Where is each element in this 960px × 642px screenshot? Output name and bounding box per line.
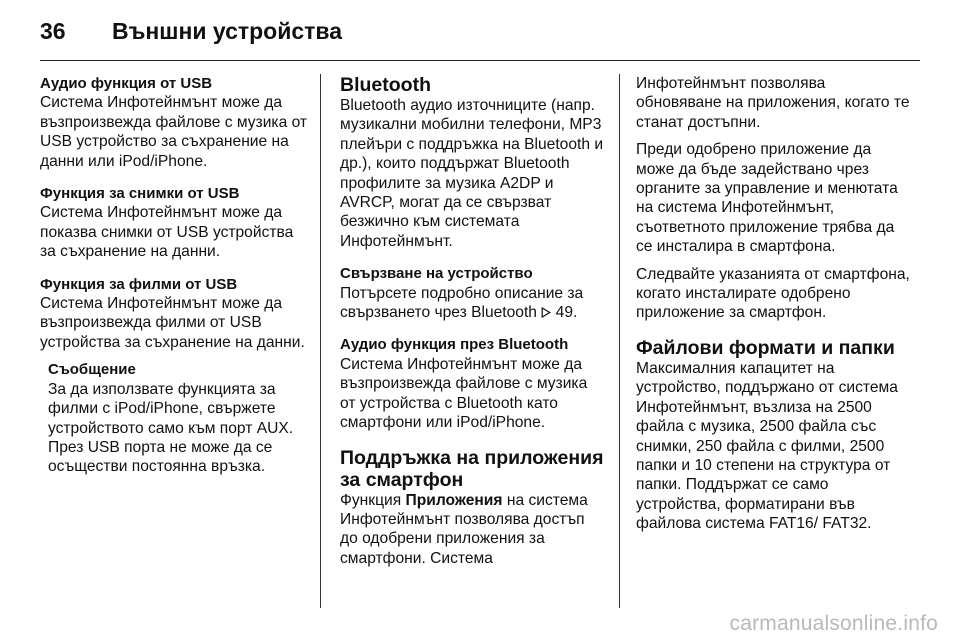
section-heading-usb-audio: Аудио функция от USB xyxy=(40,75,213,92)
column-divider-1 xyxy=(320,74,321,608)
watermark: carmanualsonline.info xyxy=(729,612,938,635)
note-heading: Съобщение xyxy=(48,361,136,379)
section-text-bluetooth-audio: Система Инфотейнмънт може да възпроизвежда файлове с музика от устройства с Bluetooth като смартфони или iPod/iPhone. xyxy=(340,355,588,432)
note-text: За да използвате функцията за филми с iPod/iPhone, свържете устройството само към порт AUX. През USB порта не може да се осъществи постоянна връзка. xyxy=(48,380,294,476)
section-text-usb-movie: Система Инфотейнмънт може да възпроизвежда филми от USB устройства за съхранение на данни. xyxy=(40,295,305,351)
page-reference-triangle-icon xyxy=(541,307,551,318)
page-title: Външни устройства xyxy=(112,18,343,44)
section-text-smartphone-apps xyxy=(340,491,604,569)
connect-page-ref[interactable]: 49. xyxy=(555,304,578,322)
section-text-connect-device xyxy=(340,284,604,323)
page-number: 36 xyxy=(40,18,66,44)
section-heading-connect-device: Свързване на устройство xyxy=(340,265,533,283)
note-block xyxy=(48,360,308,476)
section-text-usb-audio: Система Инфотейнмънт може да възпроизвежда файлове с музика от USB устройство за съхранение на данни или iPod/iPhone. xyxy=(40,94,308,170)
column-3 xyxy=(636,74,910,534)
header-rule xyxy=(40,60,920,61)
section-text-file-formats: Максималния капацитет на устройство, поддържано от система Инфотейнмънт, възлиза на 2500 файла с музика, 2500 файла със снимки, 250 файла с филми, 2500 папки и 10 степени на структура от папки. Поддържат се само устройства, форматирани във файлова система FAT16/ FAT32. xyxy=(636,359,898,533)
section-heading-smartphone-apps: Поддръжка на приложения за смартфон xyxy=(340,446,604,491)
paragraph-apps-instructions: Следвайте указанията от смартфона, когато инсталирате одобрено приложение за смартфон. xyxy=(636,265,910,322)
column-2 xyxy=(340,74,604,568)
page-header xyxy=(40,18,342,48)
apps-text-bold: Приложения xyxy=(405,491,503,509)
paragraph-apps-install: Преди одобрено приложение да може да бъде задействано чрез органите за управление и менютата на система Инфотейнмънт, съответното приложение трябва да се инсталира в смартфона. xyxy=(636,141,898,256)
section-heading-bluetooth: Bluetooth xyxy=(340,74,431,96)
apps-text-post: на система Инфотейнмънт позволява достъп до одобрени приложения за смартфони. Система xyxy=(340,491,588,567)
column-divider-2 xyxy=(619,74,620,608)
section-heading-usb-movie: Функция за филми от USB xyxy=(40,275,238,293)
section-text-usb-photo: Система Инфотейнмънт може да показва снимки от USB устройства за съхранение на данни. xyxy=(40,204,294,261)
section-text-bluetooth: Bluetooth аудио източниците (напр. музикални мобилни телефони, MP3 плейъри с поддръжка на Bluetooth и др.), които поддържат Bluetooth профилите за музика A2DP и AVRCP, могат да се свързват безжично към системата Инфотейнмънт. xyxy=(340,97,604,250)
connect-text: Потърсете подробно описание за свързването чрез Bluetooth xyxy=(340,284,584,322)
section-heading-file-formats: Файлови формати и папки xyxy=(636,336,895,359)
apps-text-pre: Функция xyxy=(340,491,402,509)
section-heading-bluetooth-audio: Аудио функция през Bluetooth xyxy=(340,336,569,354)
column-1 xyxy=(40,74,308,477)
section-heading-usb-photo: Функция за снимки от USB xyxy=(40,185,240,203)
paragraph-apps-update: Инфотейнмънт позволява обновяване на приложения, когато те станат достъпни. xyxy=(636,75,910,131)
